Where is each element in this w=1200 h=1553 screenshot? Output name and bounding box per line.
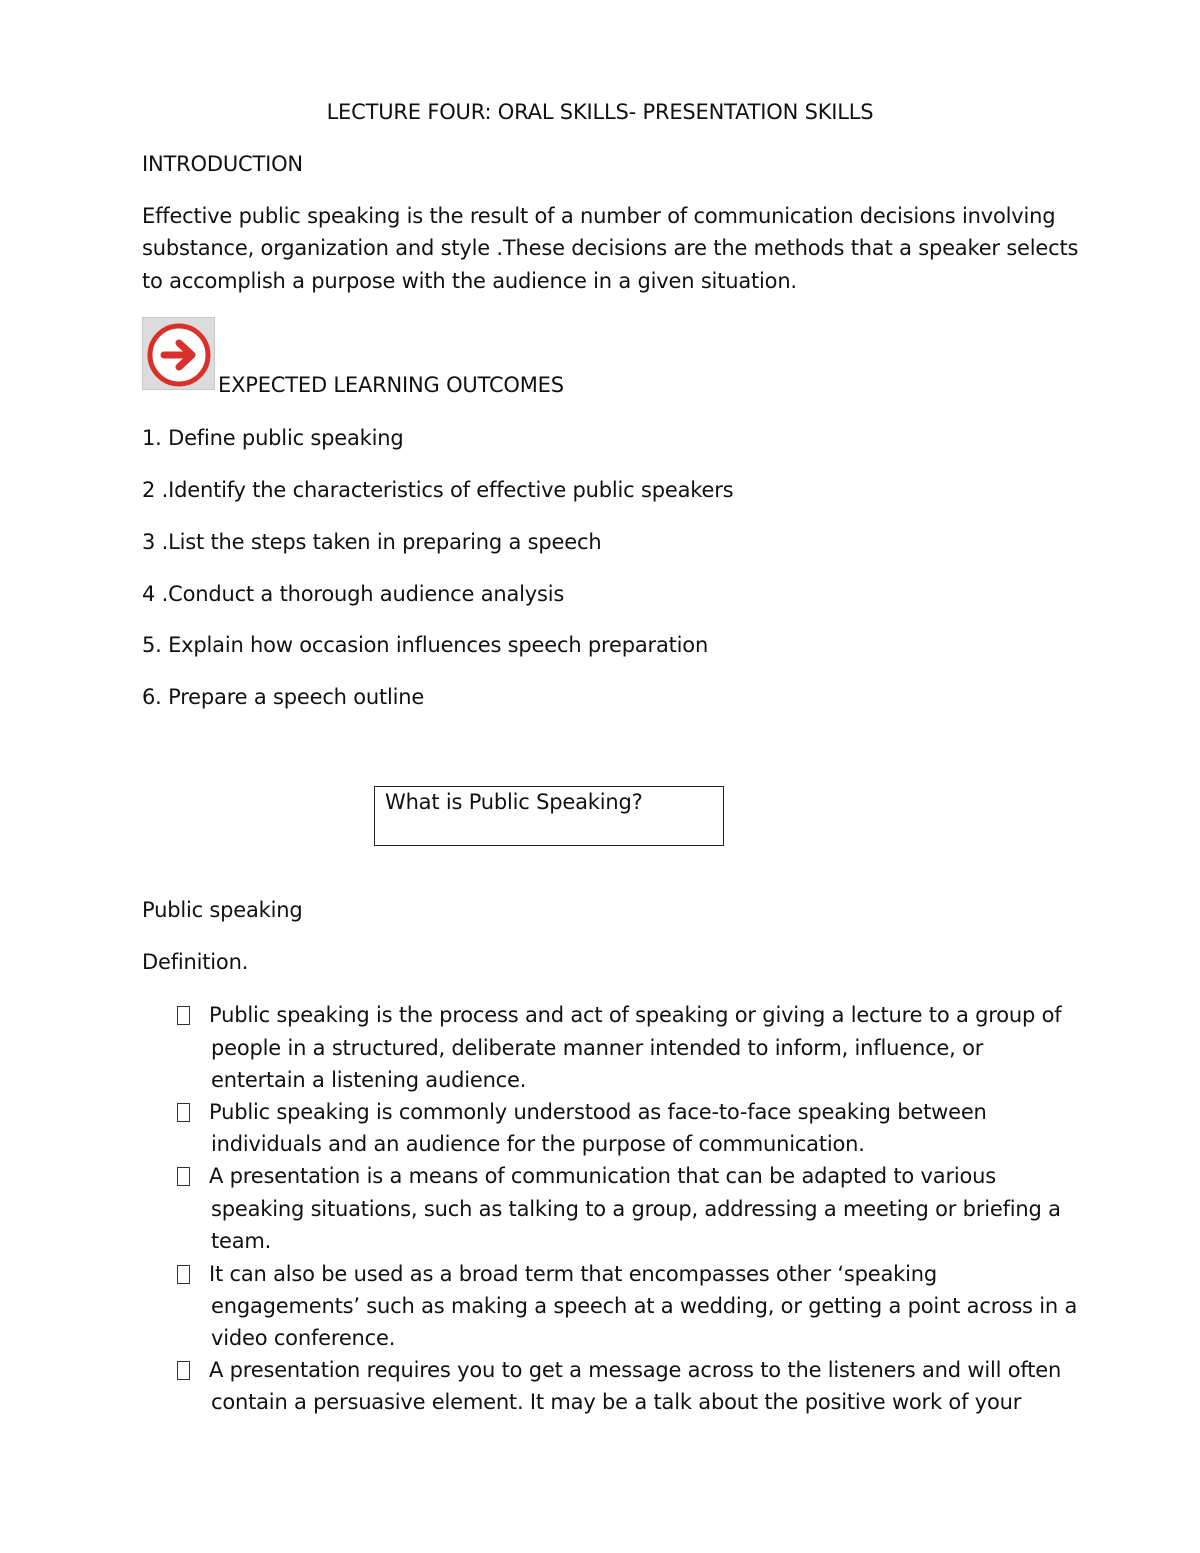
bullet-line: It can also be used as a broad term that encompasses other ‘speaking	[209, 1262, 937, 1286]
bullet-icon	[177, 1265, 190, 1284]
bullet-line: engagements’ such as making a speech at a wedding, or getting a point across in a	[211, 1294, 1078, 1318]
question-text: What is Public Speaking?	[385, 790, 643, 814]
section-heading: Public speaking	[142, 898, 303, 922]
bullet-icon	[177, 1167, 190, 1186]
bullet-icon	[177, 1103, 190, 1122]
bullet-line: individuals and an audience for the purpose of communication.	[211, 1132, 865, 1156]
intro-paragraph-line: to accomplish a purpose with the audience in a given situation.	[142, 269, 797, 293]
bullet-line: video conference.	[211, 1326, 396, 1350]
outcome-item: 3 .List the steps taken in preparing a speech	[142, 530, 602, 554]
intro-paragraph-line: Effective public speaking is the result of a number of communication decisions involving	[142, 204, 1056, 228]
right-arrow-icon	[142, 317, 215, 390]
bullet-line: people in a structured, deliberate manner intended to inform, influence, or	[211, 1036, 984, 1060]
bullet-line: Public speaking is the process and act of speaking or giving a lecture to a group of	[209, 1003, 1062, 1027]
bullet-line: Public speaking is commonly understood as face-to-face speaking between	[209, 1100, 987, 1124]
bullet-line: entertain a listening audience.	[211, 1068, 527, 1092]
bullet-icon	[177, 1006, 190, 1025]
bullet-icon	[177, 1361, 190, 1380]
outcome-item: 6. Prepare a speech outline	[142, 685, 425, 709]
bullet-line: speaking situations, such as talking to a group, addressing a meeting or briefing a	[211, 1197, 1061, 1221]
intro-paragraph-line: substance, organization and style .These decisions are the methods that a speaker selects	[142, 236, 1079, 260]
question-text-box	[374, 786, 724, 846]
introduction-heading: INTRODUCTION	[142, 152, 303, 176]
bullet-line: A presentation is a means of communication that can be adapted to various	[209, 1164, 997, 1188]
bullet-line: team.	[211, 1229, 272, 1253]
bullet-line: contain a persuasive element. It may be a talk about the positive work of your	[211, 1390, 1022, 1414]
outcome-item: 1. Define public speaking	[142, 426, 404, 450]
outcome-item: 2 .Identify the characteristics of effective public speakers	[142, 478, 734, 502]
page-title: LECTURE FOUR: ORAL SKILLS- PRESENTATION SKILLS	[326, 100, 874, 124]
definition-heading: Definition.	[142, 950, 249, 974]
outcome-item: 4 .Conduct a thorough audience analysis	[142, 582, 565, 606]
outcome-item: 5. Explain how occasion influences speech preparation	[142, 633, 709, 657]
bullet-line: A presentation requires you to get a message across to the listeners and will often	[209, 1358, 1062, 1382]
learning-outcomes-heading: EXPECTED LEARNING OUTCOMES	[218, 373, 564, 397]
